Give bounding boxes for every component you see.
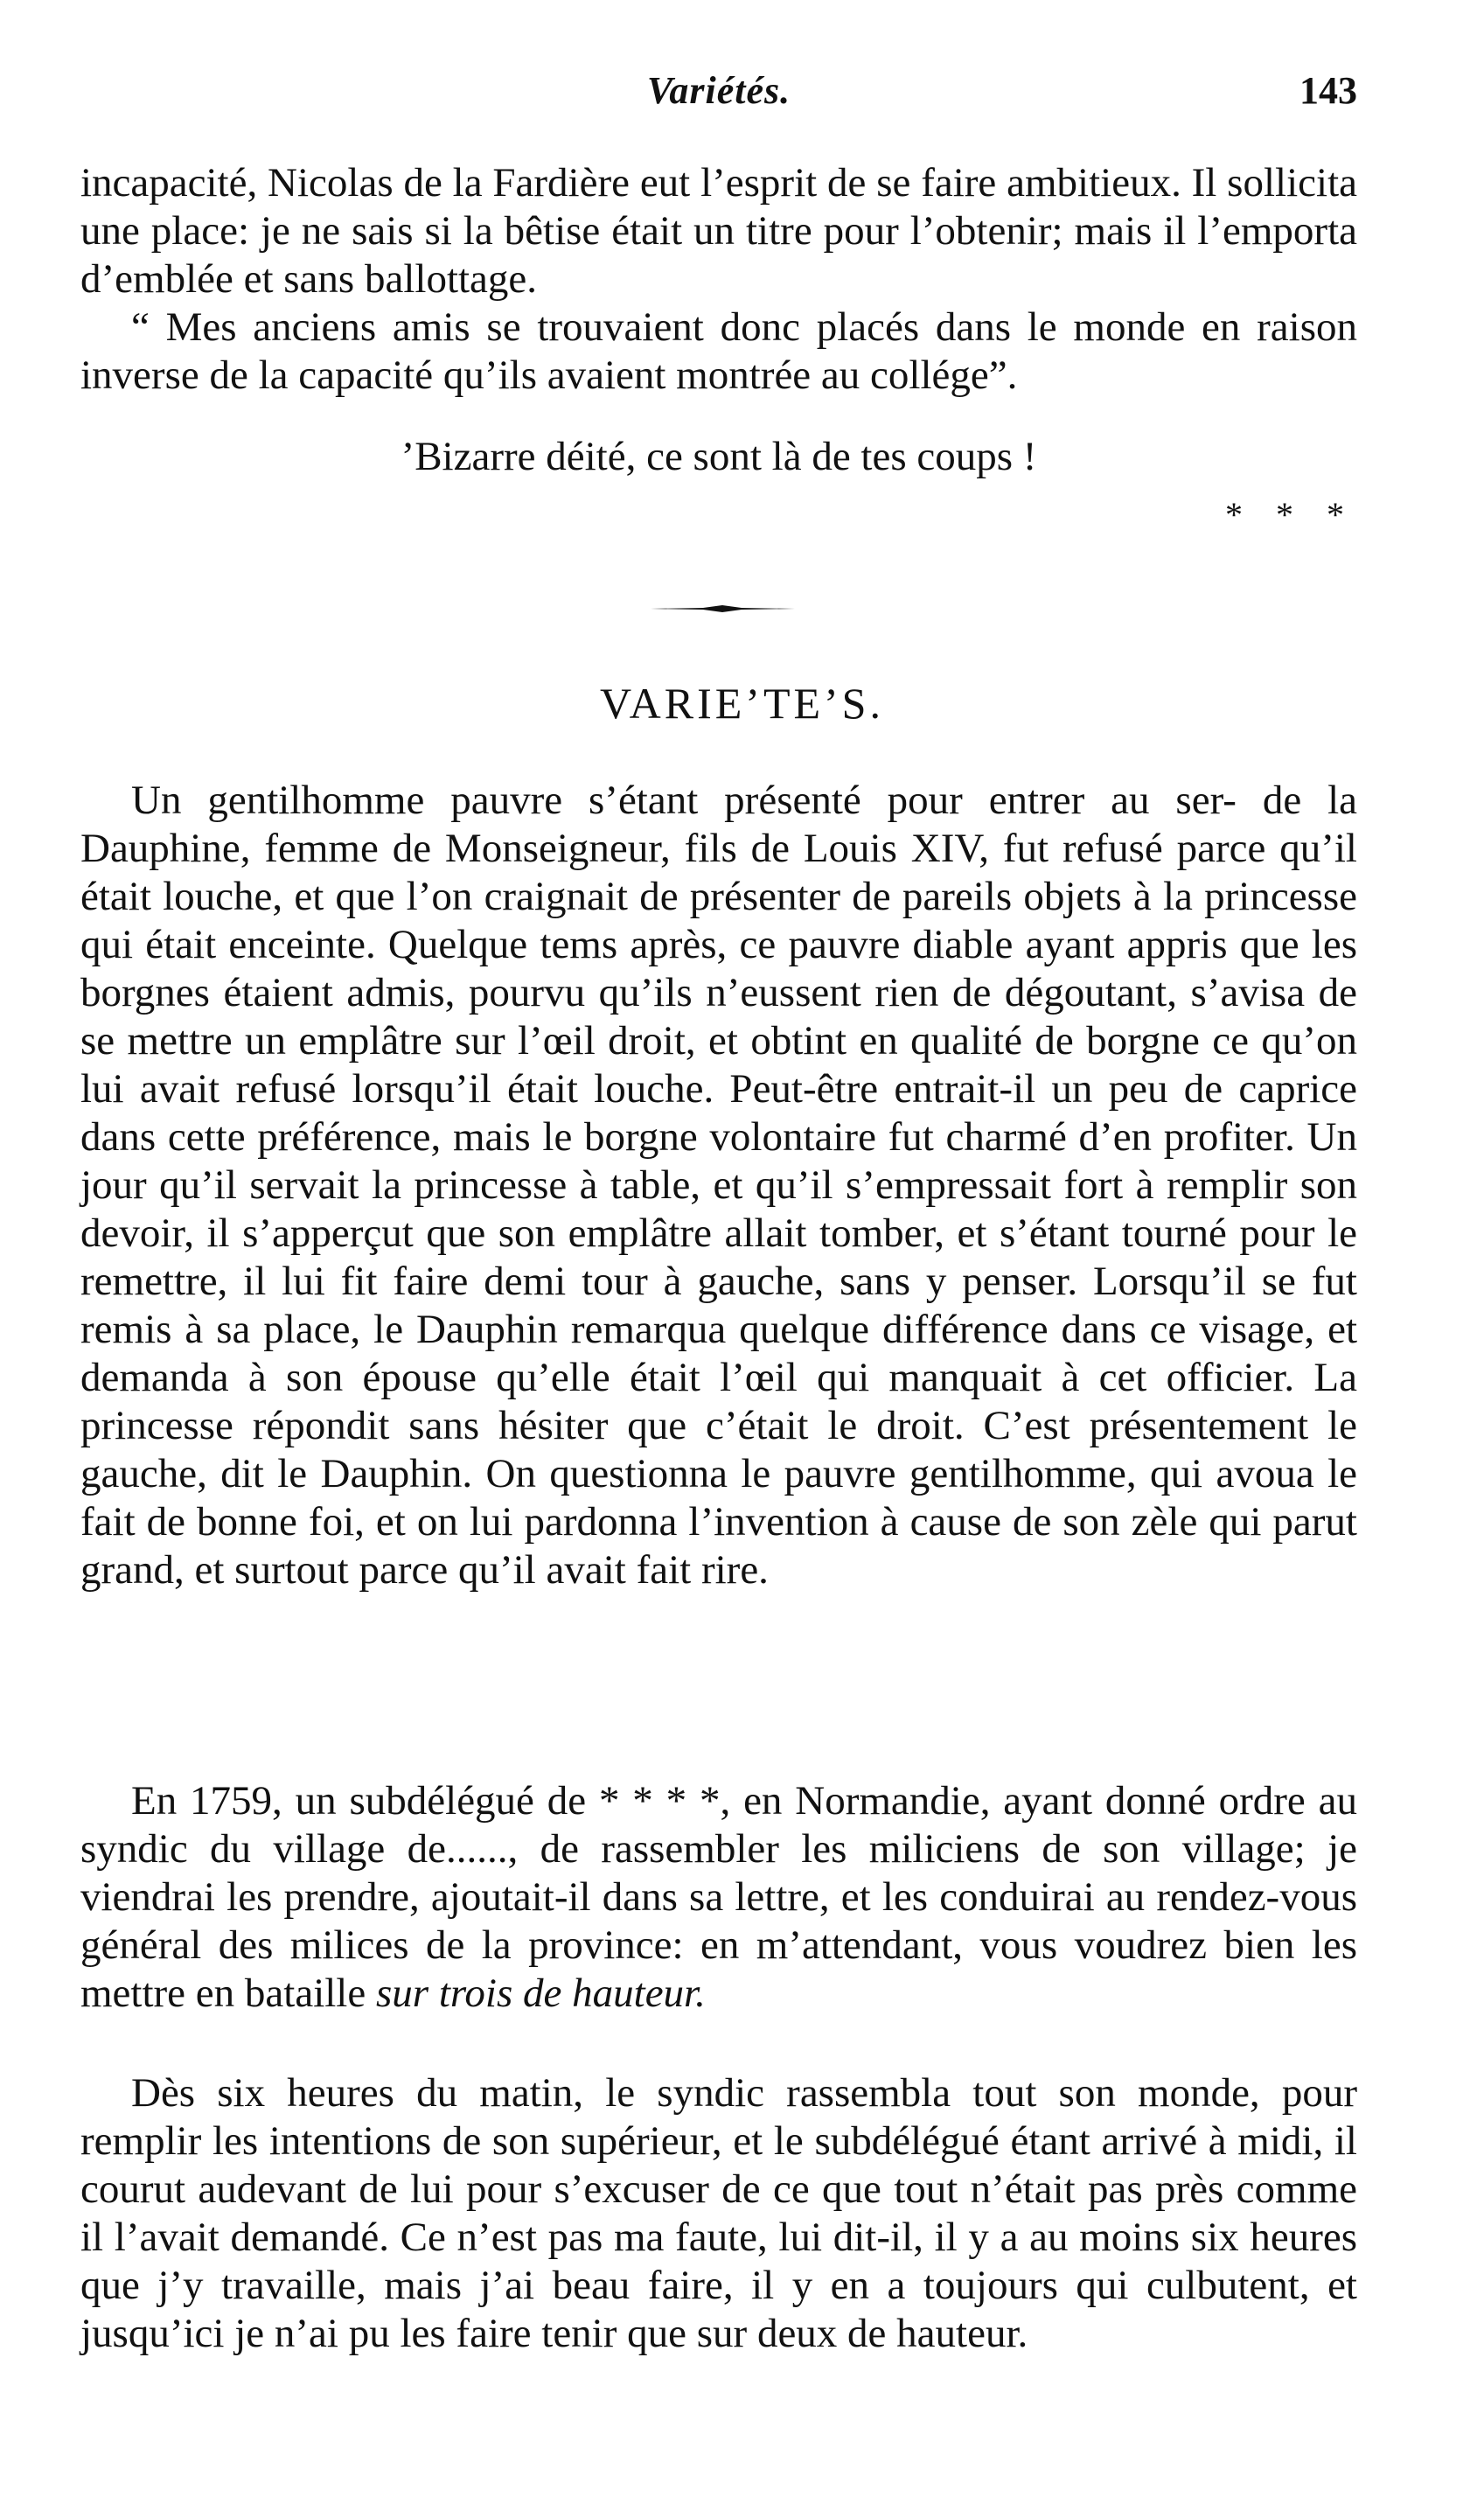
anecdote-paragraph-2-italic: sur trois de hauteur. — [375, 1970, 706, 2016]
page-header — [80, 68, 1357, 121]
asterisks-signature: * * * — [1225, 495, 1356, 534]
anecdote-paragraph-2-text: En 1759, un subdélégué de * * * *, en Normandie, ayant donné ordre au syndic du village de......, de rassembler les miliciens de son village; je viendrai les prendre, ajoutait-il dans sa lettre, et les conduirai au rendez-vous général des milices de la province: en m’attendant, vous voudrez bien les mettre en bataille — [80, 1778, 1357, 2016]
running-title: Variétés. — [646, 69, 791, 112]
quote-paragraph: “ Mes anciens amis se trouvaient donc placés dans le monde en raison inverse de la capacité qu’ils avaient montrée au collége”. — [80, 304, 1357, 398]
section-heading: VARIE’TE’S. — [599, 679, 884, 728]
verse-line: ’Bizarre déité, ce sont là de tes coups ! — [401, 434, 1037, 479]
ornamental-rule — [651, 605, 795, 612]
continued-paragraph: incapacité, Nicolas de la Fardière eut l’esprit de se faire ambitieux. Il sollicita une place: je ne sais si la bêtise était un titre pour l’obtenir; mais il l’emporta d’emblée et sans ballottage. — [80, 160, 1357, 302]
anecdote-paragraph-1: Un gentilhomme pauvre s’étant présenté pour entrer au ser- de la Dauphine, femme de Monseigneur, fils de Louis XIV, fut refusé parce qu’il était louche, et que l’on craignait de présenter de pareils objets à la princesse qui était enceinte. Quelque tems après, ce pauvre diable ayant appris que les borgnes étaient admis, pourvu qu’ils n’eussent rien de dégoutant, s’avisa de se mettre un emplâtre sur l’œil droit, et obtint en qualité de borgne ce qu’on lui avait refusé lorsqu’il était louche. Peut-être entrait-il un peu de caprice dans cette préférence, mais le borgne volontaire fut charmé d’en profiter. Un jour qu’il servait la princesse à table, et qu’il s’empressait fort à remplir son devoir, il s’apperçut que son emplâtre allait tomber, et s’étant tourné pour le remettre, il lui fit faire demi tour à gauche, sans y penser. Lorsqu’il se fut remis à sa place, le Dauphin remarqua quelque différence dans ce visage, et demanda à son épouse qu’elle était l’œil qui manquait à cet officier. La princesse répondit sans hésiter que c’était le droit. C’est présentement le gauche, dit le Dauphin. On questionna le pauvre gentilhomme, qui avoua le fait de bonne foi, et on lui pardonna l’invention à cause de son zèle qui parut grand, et surtout parce qu’il avait fait rire. — [80, 778, 1357, 1593]
page-number: 143 — [1299, 69, 1357, 112]
anecdote-paragraph-3: Dès six heures du matin, le syndic rassembla tout son monde, pour remplir les intentions de son supérieur, et le subdélégué étant arrivé à midi, il courut audevant de lui pour s’excuser de ce que tout n’était pas près comme il l’avait demandé. Ce n’est pas ma faute, lui dit-il, il y a au moins six heures que j’y travaille, mais j’ai beau faire, il y en a toujours qui culbutent, et jusqu’ici je n’ai pu les faire tenir que sur deux de hauteur. — [80, 2070, 1357, 2356]
anecdote-paragraph-2 — [80, 1777, 1357, 2018]
